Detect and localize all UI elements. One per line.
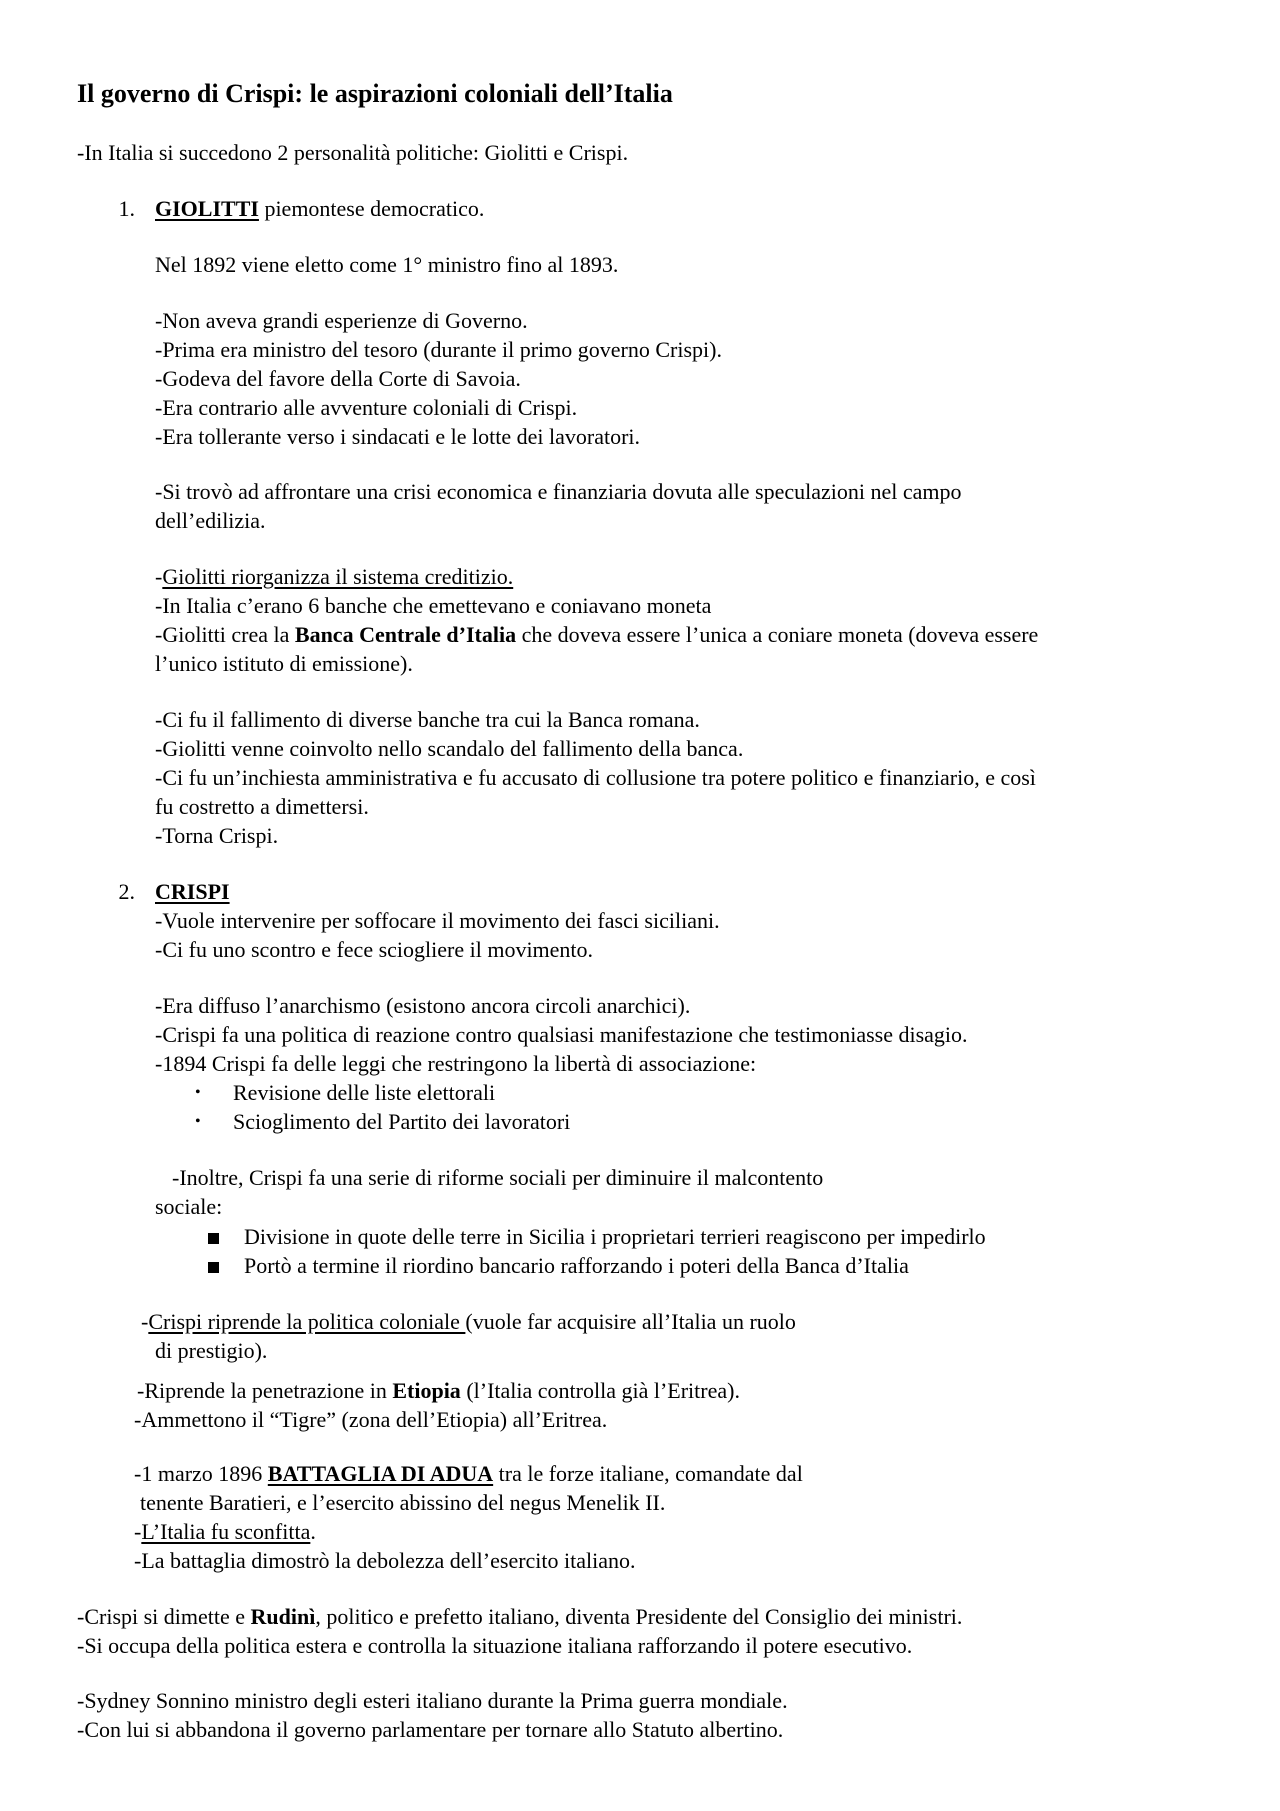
bullet-icon: • — [195, 1113, 201, 1130]
dash: - — [155, 564, 163, 589]
defeat-underlined: L’Italia fu sconfitta — [141, 1519, 311, 1544]
central-bank-line-2: l’unico istituto di emissione). — [155, 651, 413, 676]
list-item: -Vuole intervenire per soffocare il movimento dei fasci siciliani. — [155, 908, 720, 933]
giolitti-elected: Nel 1892 viene eletto come 1° ministro fino al 1893. — [155, 252, 619, 277]
reform-line — [155, 562, 513, 591]
ethiopia-line — [137, 1376, 740, 1405]
adua-post: tra le forze italiane, comandate dal — [493, 1461, 803, 1486]
list-item: -Giolitti venne coinvolto nello scandalo del fallimento della banca. — [155, 736, 744, 761]
defeat-line — [134, 1517, 316, 1546]
banks-line: -In Italia c’erano 6 banche che emettevano e coniavano moneta — [155, 593, 712, 618]
rudini-pre: -Crispi si dimette e — [77, 1604, 251, 1629]
ethiopia-bold: Etiopia — [392, 1378, 461, 1403]
intro-text: -In Italia si succedono 2 personalità politiche: Giolitti e Crispi. — [77, 140, 629, 165]
reform-item: Portò a termine il riordino bancario rafforzando i poteri della Banca d’Italia — [244, 1253, 909, 1278]
crispi-heading: CRISPI — [155, 879, 230, 904]
colonial-line — [141, 1307, 796, 1336]
list-item: -Era diffuso l’anarchismo (esistono ancora circoli anarchici). — [155, 993, 691, 1018]
list-item: -Torna Crispi. — [155, 823, 279, 848]
central-bank-line — [155, 620, 1038, 649]
square-bullet-icon — [208, 1222, 219, 1251]
list-item: fu costretto a dimettersi. — [155, 794, 369, 819]
colonial-line-2: di prestigio). — [155, 1338, 268, 1363]
list-item: -Era tollerante verso i sindacati e le lotte dei lavoratori. — [155, 424, 641, 449]
crisis-line-2: dell’edilizia. — [155, 508, 266, 533]
bank-name: Banca Centrale d’Italia — [294, 622, 517, 647]
colonial-underlined: Crispi riprende la politica coloniale — [148, 1309, 466, 1334]
tigre-line: -Ammettono il “Tigre” (zona dell’Etiopia) all’Eritrea. — [134, 1407, 608, 1432]
weakness-line: -La battaglia dimostrò la debolezza dell’esercito italiano. — [134, 1548, 636, 1573]
reforms-line-2: sociale: — [155, 1194, 223, 1219]
list-item: -Godeva del favore della Corte di Savoia. — [155, 366, 521, 391]
square-bullet-icon — [208, 1251, 219, 1280]
giolitti-heading: GIOLITTI — [155, 196, 259, 221]
law-item: Revisione delle liste elettorali — [233, 1080, 496, 1105]
dash: - — [134, 1519, 142, 1544]
ethiopia-post: (l’Italia controlla già l’Eritrea). — [460, 1378, 740, 1403]
colonial-rest: (vuole far acquisire all’Italia un ruolo — [465, 1309, 796, 1334]
bullet-icon: • — [195, 1084, 201, 1101]
rudini-post: , politico e prefetto italiano, diventa Presidente del Consiglio dei ministri. — [315, 1604, 963, 1629]
list-item: -Ci fu un’inchiesta amministrativa e fu accusato di collusione tra potere politico e finanziario, e così — [155, 765, 1036, 790]
list-item: -Ci fu uno scontro e fece sciogliere il movimento. — [155, 937, 594, 962]
giolitti-heading-rest: piemontese democratico. — [258, 196, 485, 221]
reform-item: Divisione in quote delle terre in Sicilia i proprietari terrieri reagiscono per impedirlo — [244, 1224, 986, 1249]
ethiopia-pre: -Riprende la penetrazione in — [137, 1378, 393, 1403]
bank-pre: -Giolitti crea la — [155, 622, 295, 647]
list-item: -Era contrario alle avventure coloniali di Crispi. — [155, 395, 578, 420]
statuto-line: -Con lui si abbandona il governo parlamentare per tornare allo Statuto albertino. — [77, 1717, 784, 1742]
reforms-line-1: -Inoltre, Crispi fa una serie di riforme sociali per diminuire il malcontento — [172, 1165, 824, 1190]
reform-underlined: Giolitti riorganizza il sistema creditizio. — [162, 564, 514, 589]
list-item: -Non aveva grandi esperienze di Governo. — [155, 308, 528, 333]
page-title: Il governo di Crispi: le aspirazioni coloniali dell’Italia — [77, 79, 673, 108]
law-item: Scioglimento del Partito dei lavoratori — [233, 1109, 571, 1134]
list-item: -Crispi fa una politica di reazione contro qualsiasi manifestazione che testimoniasse disagio. — [155, 1022, 968, 1047]
list-item: -Prima era ministro del tesoro (durante il primo governo Crispi). — [155, 337, 722, 362]
dash: - — [141, 1309, 149, 1334]
list-item: -1894 Crispi fa delle leggi che restringono la libertà di associazione: — [155, 1051, 757, 1076]
adua-pre: -1 marzo 1896 — [134, 1461, 268, 1486]
adua-line-2: tenente Baratieri, e l’esercito abissino del negus Menelik II. — [140, 1490, 666, 1515]
defeat-dot: . — [310, 1519, 316, 1544]
adua-line — [134, 1459, 803, 1488]
list-number-1: 1. — [118, 196, 135, 221]
foreign-line: -Si occupa della politica estera e controlla la situazione italiana rafforzando il potere esecutivo. — [77, 1633, 913, 1658]
sonnino-line: -Sydney Sonnino ministro degli esteri italiano durante la Prima guerra mondiale. — [77, 1688, 788, 1713]
rudini-bold: Rudinì — [250, 1604, 316, 1629]
list-number-2: 2. — [118, 879, 135, 904]
list-item: -Ci fu il fallimento di diverse banche tra cui la Banca romana. — [155, 707, 700, 732]
giolitti-heading-line — [155, 194, 484, 223]
adua-bold: BATTAGLIA DI ADUA — [267, 1461, 494, 1486]
rudini-line — [77, 1602, 962, 1631]
crisis-line-1: -Si trovò ad affrontare una crisi economica e finanziaria dovuta alle speculazioni nel campo — [155, 479, 962, 504]
bank-post: che doveva essere l’unica a coniare moneta (doveva essere — [516, 622, 1039, 647]
